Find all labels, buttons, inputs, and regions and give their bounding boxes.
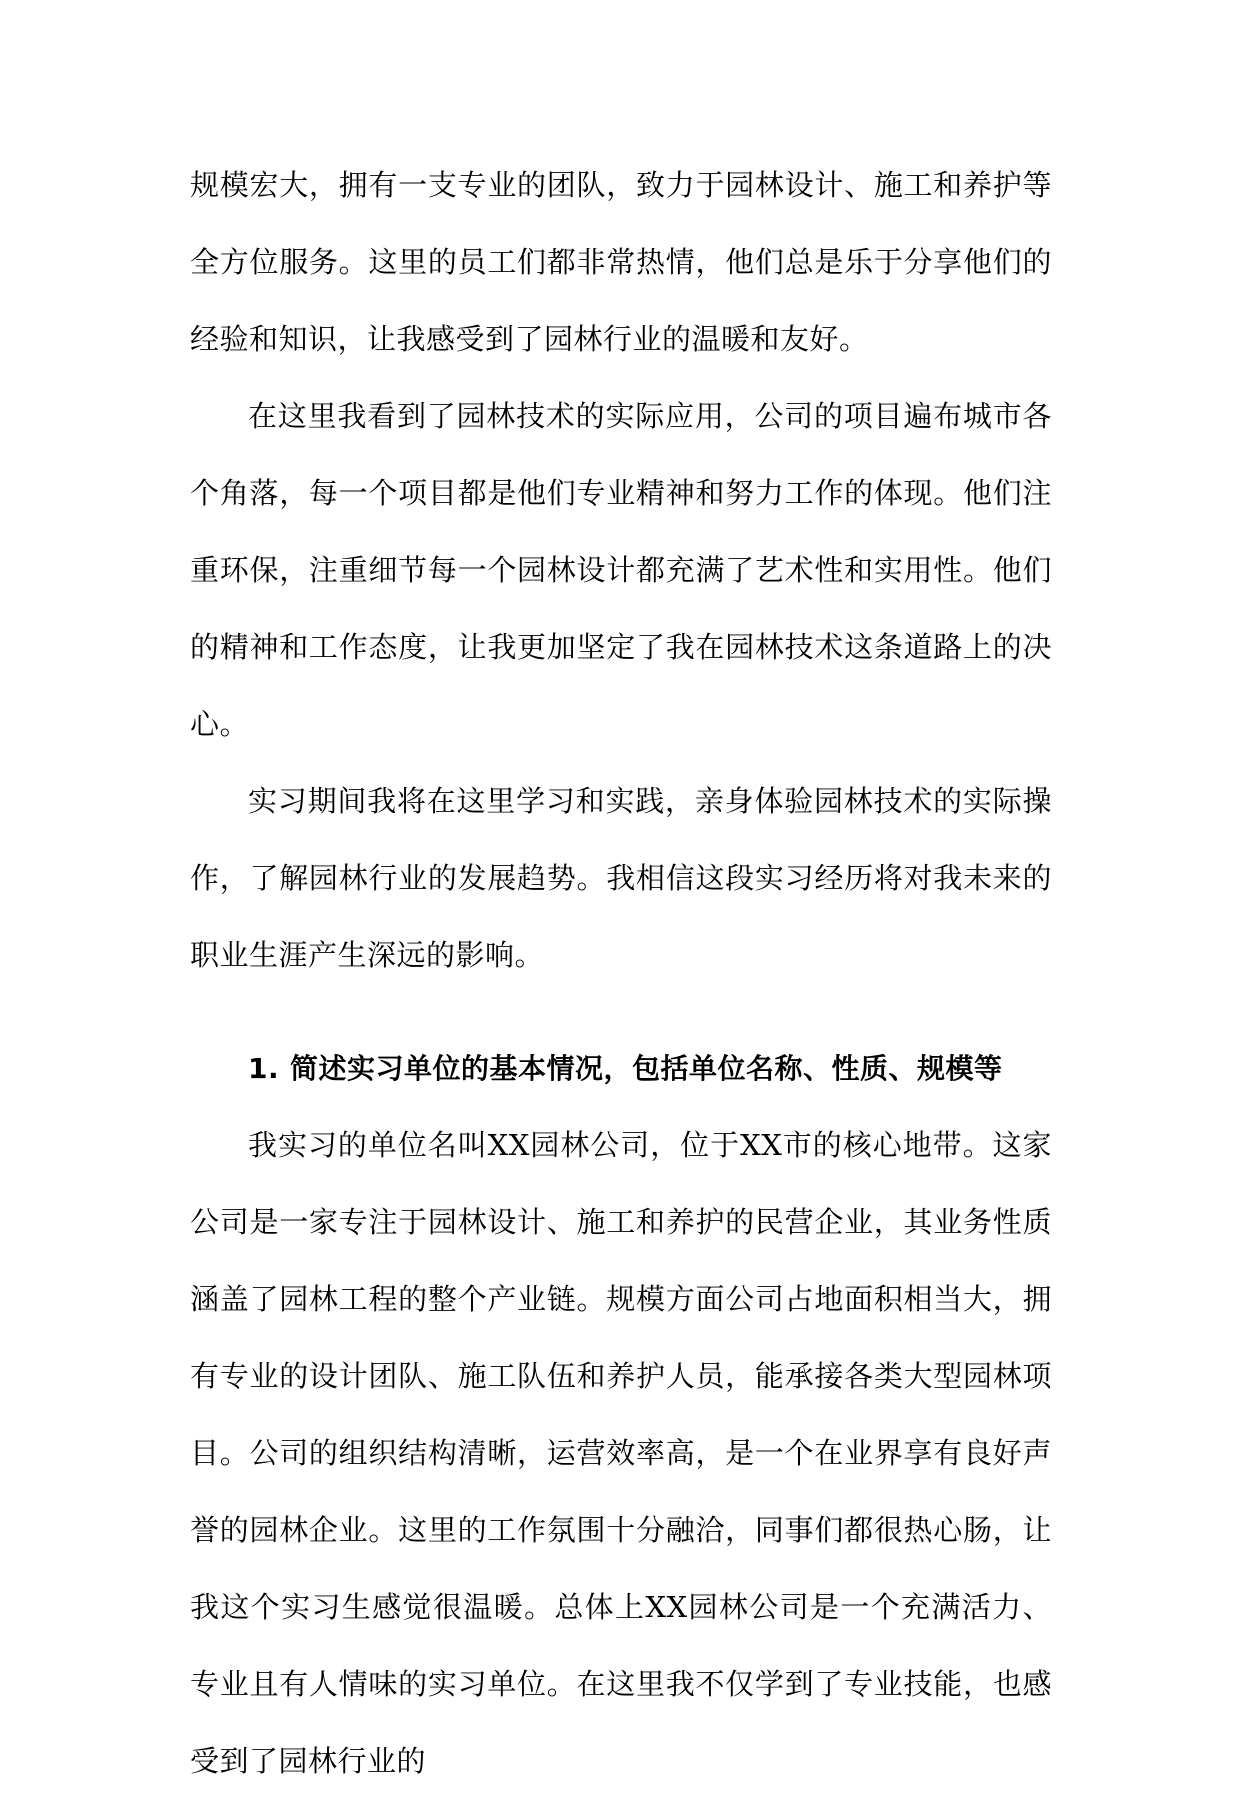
paragraph-company-overview: 我实习的单位名叫XX园林公司，位于XX市的核心地带。这家公司是一家专注于园林设计、施工和养护的民营企业，其业务性质涵盖了园林工程的整个产业链。规模方面公司占地面积相当大，拥有专业的设计团队、施工队伍和养护人员，能承接各类大型园林项目。公司的组织结构清晰，运营效率高，是一个在业界享有良好声誉的园林企业。这里的工作氛围十分融洽，同事们都很热心肠，让我这个实习生感觉很温暖。总体上XX园林公司是一个充满活力、专业且有人情味的实习单位。在这里我不仅学到了专业技能，也感受到了园林行业的 bbox=[190, 1128, 1052, 1778]
paragraph-internship-plan: 实习期间我将在这里学习和实践，亲身体验园林技术的实际操作，了解园林行业的发展趋势。我相信这段实习经历将对我未来的职业生涯产生深远的影响。 bbox=[190, 784, 1052, 972]
paragraph-application: 在这里我看到了园林技术的实际应用，公司的项目遍布城市各个角落，每一个项目都是他们专业精神和努力工作的体现。他们注重环保，注重细节每一个园林设计都充满了艺术性和实用性。他们的精神和工作态度，让我更加坚定了我在园林技术这条道路上的决心。 bbox=[190, 399, 1052, 741]
section-heading bbox=[190, 1030, 1052, 1107]
paragraph-continuation: 规模宏大，拥有一支专业的团队，致力于园林设计、施工和养护等全方位服务。这里的员工们都非常热情，他们总是乐于分享他们的经验和知识，让我感受到了园林行业的温暖和友好。 bbox=[190, 168, 1052, 356]
section-number: 1. bbox=[248, 1052, 280, 1085]
document-body bbox=[190, 147, 1052, 1800]
section-title: 简述实习单位的基本情况，包括单位名称、性质、规模等 bbox=[290, 1052, 1003, 1085]
